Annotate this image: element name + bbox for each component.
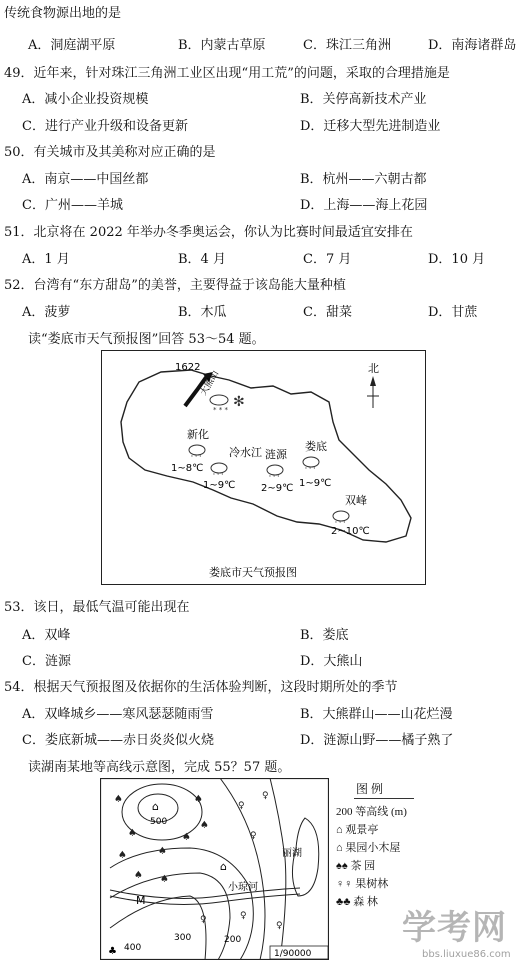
q54-option-b: B．大熊群山——山花烂漫	[300, 707, 453, 722]
scale-label: 1/90000	[274, 949, 312, 959]
svg-text:♀: ♀	[238, 801, 245, 811]
svg-text:♠: ♠	[182, 832, 191, 843]
watermark-sub: bbs.liuxue86.com	[422, 949, 511, 960]
q51-option-d: D．10 月	[428, 252, 486, 267]
q54-option-a: A．双峰城乡——寒风瑟瑟随雨雪	[22, 707, 214, 722]
q49-option-a: A．减小企业投资规模	[22, 92, 149, 107]
q52-option-d: D．甘蔗	[428, 305, 478, 320]
q52-stem: 52．台湾有“东方甜岛”的美誉，主要得益于该岛能大量种植	[4, 278, 346, 293]
loudi-weather-map	[101, 350, 426, 585]
contour-label-200: 200	[224, 935, 242, 945]
river-label: 小琼河	[228, 882, 258, 893]
q50-option-d: D．上海——海上花园	[300, 198, 428, 213]
q53-stem: 53．该日，最低气温可能出现在	[4, 600, 190, 615]
q50-option-c: C．广州——羊城	[22, 198, 123, 213]
q51-option-c: C．7 月	[303, 252, 352, 267]
svg-text:新化: 新化	[187, 428, 209, 441]
mountain-label: 大熊山	[198, 369, 222, 398]
q49-option-b: B．关停高新技术产业	[300, 92, 427, 107]
q52-option-b: B．木瓜	[178, 305, 227, 320]
q52-option-c: C．甜菜	[303, 305, 352, 320]
legend-pavilion: 观景亭	[345, 824, 379, 836]
watermark	[402, 900, 527, 966]
q48-option-a: A．洞庭湖平原	[28, 38, 116, 53]
q53-option-b: B．娄底	[300, 628, 349, 643]
svg-text:' ' ': ' ' '	[305, 466, 316, 474]
read-instruction-1: 读“娄底市天气预报图”回答 53～54 题。	[28, 332, 265, 347]
q50-stem: 50．有关城市及其美称对应正确的是	[4, 145, 216, 160]
svg-text:♠: ♠	[118, 850, 127, 861]
svg-text:娄底: 娄底	[305, 440, 327, 453]
cabin-icon: ⌂	[336, 842, 346, 854]
pavilion-icon: ⌂	[336, 824, 346, 836]
q53-option-d: D．大熊山	[300, 654, 363, 669]
svg-text:冷水江: 冷水江	[229, 446, 262, 459]
svg-text:2~9℃: 2~9℃	[261, 483, 294, 494]
contour-label-500: 500	[150, 817, 168, 827]
pavilion-icon: ⌂	[152, 800, 159, 813]
q51-stem: 51．北京将在 2022 年举办冬季奥运会，你认为比赛时间最适宜安排在	[4, 225, 413, 240]
svg-text:1~9℃: 1~9℃	[299, 478, 332, 489]
svg-text:♀: ♀	[200, 915, 207, 925]
legend-orchard: 果树林	[355, 878, 389, 890]
elevation-label: 1622	[175, 362, 201, 373]
legend-contour: 200 等高线 (m)	[336, 806, 407, 818]
q50-option-a: A．南京——中国丝都	[22, 172, 149, 187]
svg-text:♠: ♠	[114, 794, 123, 805]
q49-option-d: D．迁移大型先进制造业	[300, 119, 441, 134]
svg-text:♠: ♠	[160, 874, 169, 885]
legend-forest: 森 林	[353, 896, 378, 908]
svg-text:* * *: * * *	[213, 406, 228, 414]
legend-title: 图 例	[356, 782, 384, 796]
contour-label-300: 300	[174, 933, 192, 943]
q51-option-a: A．1 月	[22, 252, 70, 267]
q52-option-a: A．菠萝	[22, 305, 71, 320]
svg-text:♀: ♀	[240, 911, 247, 921]
svg-text:' ' ': ' ' '	[213, 472, 224, 480]
q54-option-c: C．娄底新城——赤日炎炎似火烧	[22, 733, 214, 748]
q50-option-b: B．杭州——六朝古都	[300, 172, 427, 187]
lake-label: 丽湖	[282, 848, 302, 859]
q53-option-c: C．涟源	[22, 654, 71, 669]
orchard-icon: ♀♀	[336, 878, 356, 890]
svg-text:♀: ♀	[250, 831, 257, 841]
svg-text:♠: ♠	[134, 870, 143, 881]
forest-icon: ♣	[108, 946, 117, 957]
map1-caption: 娄底市天气预报图	[209, 566, 297, 579]
forest-icon: ♣♣	[336, 896, 354, 908]
svg-text:♠: ♠	[128, 828, 137, 839]
contour-map	[100, 778, 329, 960]
svg-text:1~8℃: 1~8℃	[171, 463, 204, 474]
svg-text:♠: ♠	[158, 846, 167, 857]
q54-option-d: D．涟源山野——橘子熟了	[300, 733, 454, 748]
q48-option-d: D．南海诸群岛	[428, 38, 517, 53]
q48-option-b: B．内蒙古草原	[178, 38, 266, 53]
q49-option-c: C．进行产业升级和设备更新	[22, 119, 188, 134]
read-instruction-2: 读湖南某地等高线示意图，完成 55？57 题。	[28, 760, 291, 775]
svg-text:涟源: 涟源	[265, 448, 287, 461]
svg-text:✻: ✻	[233, 394, 245, 410]
svg-text:♠: ♠	[200, 820, 209, 831]
svg-text:♠: ♠	[194, 794, 203, 805]
svg-text:' ' ': ' ' '	[269, 474, 280, 482]
watermark-main: 学考网	[402, 908, 507, 948]
q54-stem: 54．根据天气预报图及依据你的生活体验判断，这段时期所处的季节	[4, 680, 398, 695]
svg-text:2~10℃: 2~10℃	[331, 526, 370, 537]
q49-stem: 49．近年来，针对珠江三角洲工业区出现“用工荒”的问题，采取的合理措施是	[4, 66, 450, 81]
q51-option-b: B．4 月	[178, 252, 226, 267]
q53-option-a: A．双峰	[22, 628, 71, 643]
north-label: 北	[368, 362, 379, 375]
legend-cabin: 果园小木屋	[345, 842, 401, 854]
tea-icon: ♠♠	[336, 860, 351, 872]
cabin-icon: ⌂	[220, 860, 227, 873]
svg-text:♀: ♀	[262, 791, 269, 801]
q48-option-c: C．珠江三角洲	[303, 38, 391, 53]
q48-stem: 传统食物源出地的是	[4, 6, 122, 21]
svg-text:双峰: 双峰	[345, 494, 367, 507]
svg-text:1~9℃: 1~9℃	[203, 480, 236, 491]
snowflake-icon	[233, 394, 245, 410]
svg-text:♀: ♀	[276, 921, 283, 931]
legend-tea: 茶 园	[350, 860, 376, 872]
contour-label-400: 400	[124, 943, 142, 953]
point-m: M	[136, 894, 146, 907]
legend	[336, 780, 496, 911]
svg-text:' ' ': ' ' '	[191, 454, 202, 462]
svg-text:' ' ': ' ' '	[335, 520, 346, 528]
